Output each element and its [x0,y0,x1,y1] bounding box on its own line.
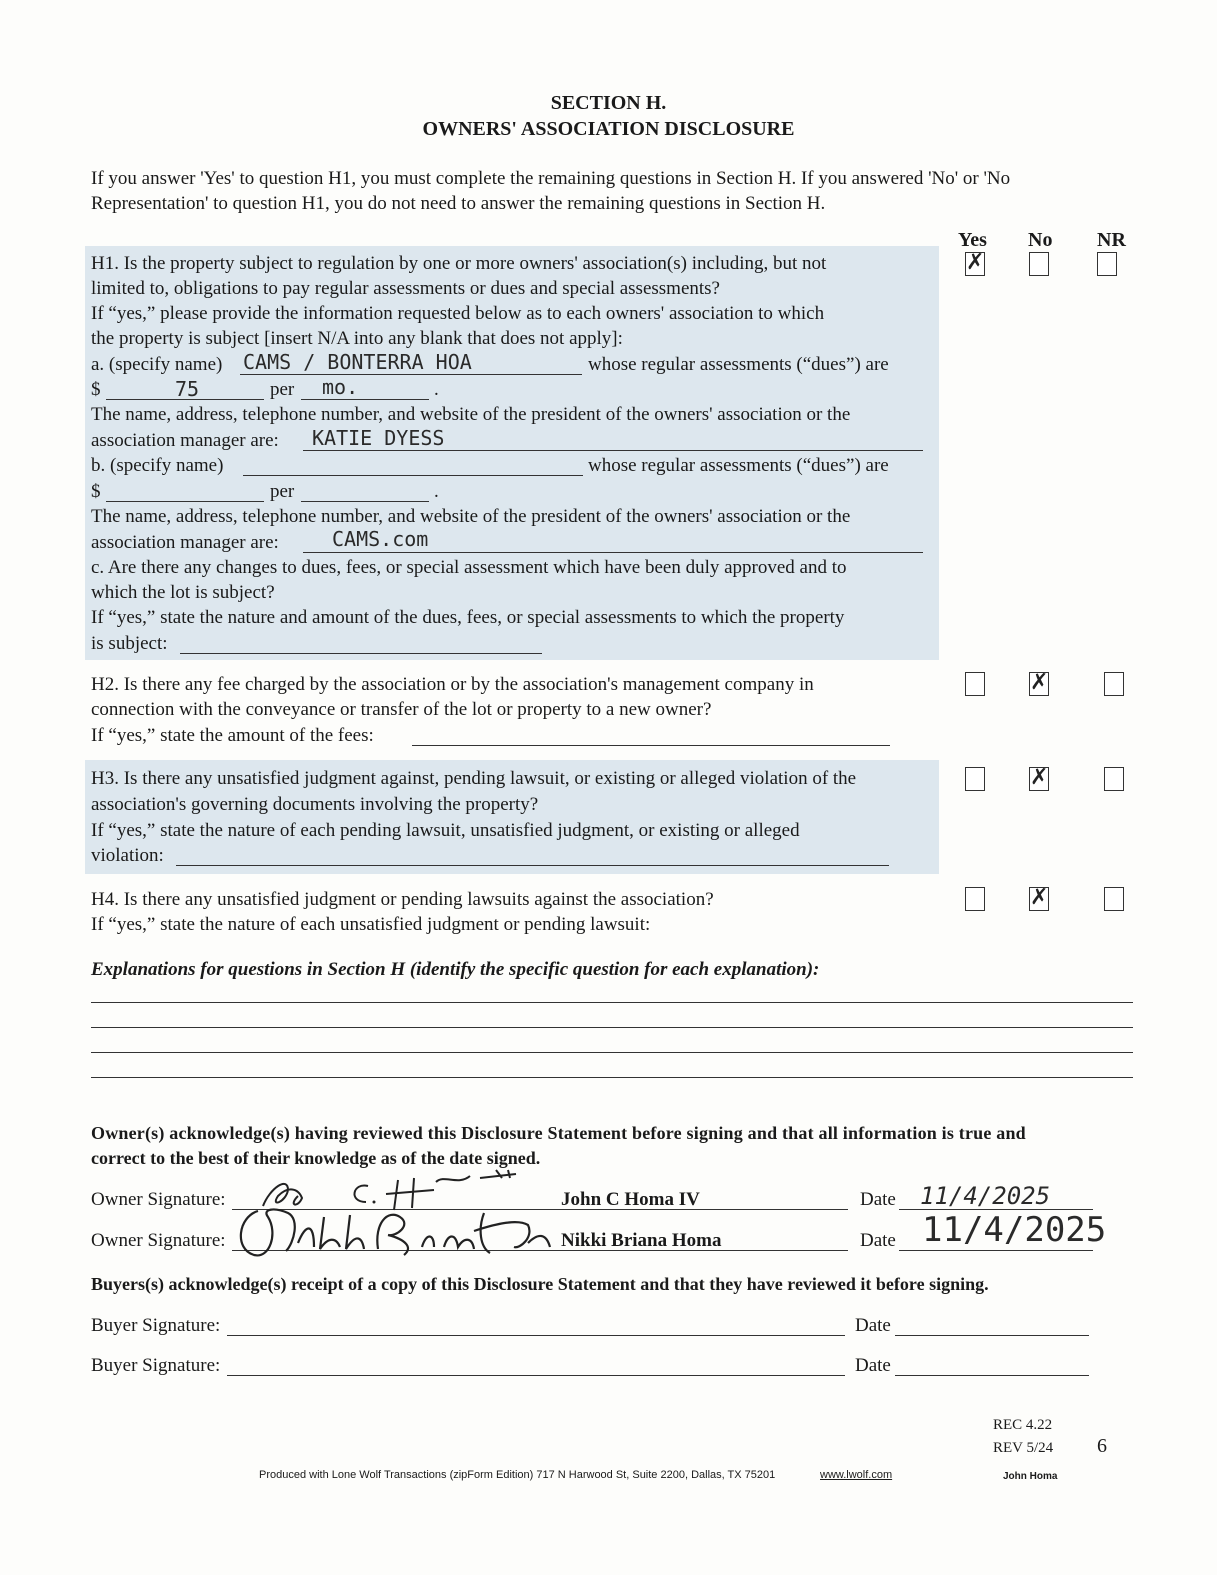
h1-line-2: limited to, obligations to pay regular assessments or dues and special assessments? [91,278,720,299]
h1-no-checkbox[interactable] [1029,252,1049,276]
h1-a-per: per [270,379,295,400]
buyer-2-date-label: Date [855,1355,891,1376]
h1-b-manager-line: The name, address, telephone number, and website of the president of the owners' association or the [91,506,851,527]
h1-a-manager-underline [303,450,923,451]
page-number: 6 [1097,1435,1107,1457]
explanation-line-3[interactable] [91,1052,1133,1053]
form-rev-number: REV 5/24 [993,1440,1054,1456]
h1-b-period-end: . [434,481,439,502]
produced-with-text: Produced with Lone Wolf Transactions (zipForm Edition) 717 N Harwood St, Suite 2200, Dallas, TX 75201 [259,1469,776,1481]
h1-a-period-field[interactable]: mo. [322,375,359,399]
explanation-line-2[interactable] [91,1027,1133,1028]
h3-line-3: If “yes,” state the nature of each pending lawsuit, unsatisfied judgment, or existing or alleged [91,820,800,841]
lwolf-link[interactable]: www.lwolf.com [820,1469,893,1481]
initials-name: John Homa [1003,1471,1058,1482]
h1-a-manager-field[interactable]: KATIE DYESS [312,426,445,450]
h1-c-line-2: which the lot is subject? [91,582,275,603]
h1-line-1: H1. Is the property subject to regulation by one or more owners' association(s) including, but not [91,253,827,274]
h1-a-dues-text: whose regular assessments (“dues”) are [588,354,889,375]
h1-a-manager-label: association manager are: [91,430,279,451]
h3-nr-checkbox[interactable] [1104,767,1124,791]
checked-mark-icon: ✗ [1030,885,1049,910]
h4-yes-checkbox[interactable] [965,887,985,911]
h4-line-2: If “yes,” state the nature of each unsatisfied judgment or pending lawsuit: [91,914,651,935]
page-title: OWNERS' ASSOCIATION DISCLOSURE [422,118,795,140]
buyer-2-date-line[interactable] [895,1375,1089,1376]
h1-a-period-line [301,399,429,400]
h4-nr-checkbox[interactable] [1104,887,1124,911]
owner-2-signature-label: Owner Signature: [91,1230,226,1251]
h1-b-per: per [270,481,295,502]
h3-violation-label: violation: [91,845,164,866]
h1-a-name-field[interactable]: CAMS / BONTERRA HOA [243,350,472,374]
h1-c-line-1: c. Are there any changes to dues, fees, or special assessment which have been duly approved and to [91,557,847,578]
column-no: No [1028,229,1053,251]
h1-c-subject-label: is subject: [91,633,168,654]
h2-line-1: H2. Is there any fee charged by the association or by the association's management company in [91,674,814,695]
h1-a-period-end: . [434,379,439,400]
owner-2-printed-name: Nikki Briana Homa [561,1230,722,1251]
h4-no-checkbox[interactable] [1029,887,1049,911]
buyer-1-date-label: Date [855,1315,891,1336]
buyer-2-signature-label: Buyer Signature: [91,1355,221,1376]
owner-ack-line-1: Owner(s) acknowledge(s) having reviewed this Disclosure Statement before signing and that all information is true and [91,1123,1026,1143]
buyer-1-signature-label: Buyer Signature: [91,1315,221,1336]
h2-fees-line [412,745,890,746]
h1-b-amount-line [106,501,264,502]
buyer-1-signature-line[interactable] [227,1335,845,1336]
h4-line-1: H4. Is there any unsatisfied judgment or pending lawsuits against the association? [91,889,714,910]
h1-c-line-3: If “yes,” state the nature and amount of the dues, fees, or special assessments to which the property [91,607,845,628]
checked-mark-icon: ✗ [1030,765,1049,790]
owner-2-signature-scribble [228,1203,568,1263]
explanations-heading: Explanations for questions in Section H (identify the specific question for each explanation): [91,959,820,980]
intro-line-2: Representation' to question H1, you do not need to answer the remaining questions in Section H. [91,193,826,214]
h3-line-1: H3. Is there any unsatisfied judgment against, pending lawsuit, or existing or alleged violation of the [91,768,857,789]
h2-line-2: connection with the conveyance or transfer of the lot or property to a new owner? [91,699,712,720]
owner-2-date-line[interactable] [899,1250,1093,1251]
h3-line-2: association's governing documents involving the property? [91,794,539,815]
owner-ack-line-2: correct to the best of their knowledge as of the date signed. [91,1148,541,1168]
checked-mark-icon: ✗ [966,250,985,275]
explanation-line-1[interactable] [91,1002,1133,1003]
h3-yes-checkbox[interactable] [965,767,985,791]
h1-yes-checkbox[interactable] [965,252,985,276]
h1-a-amount-field[interactable]: 75 [175,377,200,401]
buyer-2-signature-line[interactable] [227,1375,845,1376]
form-rec-number: REC 4.22 [993,1417,1053,1433]
column-yes: Yes [958,229,987,251]
h3-no-checkbox[interactable] [1029,767,1049,791]
h1-a-dollar: $ [91,379,101,400]
h1-line-3: If “yes,” please provide the information requested below as to each owners' association to which [91,303,825,324]
owner-2-date-label: Date [860,1230,896,1251]
buyer-1-date-line[interactable] [895,1335,1089,1336]
h2-nr-checkbox[interactable] [1104,672,1124,696]
buyer-ack-line: Buyers(s) acknowledge(s) receipt of a copy of this Disclosure Statement and that they have reviewed it before signing. [91,1274,989,1294]
column-nr: NR [1097,229,1126,251]
h2-yes-checkbox[interactable] [965,672,985,696]
h1-a-label: a. (specify name) [91,354,223,375]
h2-no-checkbox[interactable] [1029,672,1049,696]
owner-1-date-field[interactable]: 11/4/2025 [920,1182,1051,1210]
h3-violation-line [176,865,889,866]
h1-line-4: the property is subject [insert N/A into any blank that does not apply]: [91,328,623,349]
owner-1-date-label: Date [860,1189,896,1210]
owner-1-printed-name: John C Homa IV [561,1189,700,1210]
owner-2-date-field[interactable]: 11/4/2025 [922,1210,1107,1250]
explanation-line-4[interactable] [91,1077,1133,1078]
h1-b-period-line [301,501,429,502]
intro-line-1: If you answer 'Yes' to question H1, you must complete the remaining questions in Section H. If you answered 'No' or 'No [91,168,1011,189]
h1-b-name-line [243,475,583,476]
h1-a-name-line [240,374,582,375]
h1-c-subject-line [180,653,542,654]
h1-b-label: b. (specify name) [91,455,224,476]
h1-b-dollar: $ [91,481,101,502]
h1-b-manager-label: association manager are: [91,532,279,553]
h1-nr-checkbox[interactable] [1097,252,1117,276]
checked-mark-icon: ✗ [1030,670,1049,695]
owner-1-signature-label: Owner Signature: [91,1189,226,1210]
h1-b-manager-field[interactable]: CAMS.com [332,527,429,551]
h2-fees-label: If “yes,” state the amount of the fees: [91,725,374,746]
h1-b-dues-text: whose regular assessments (“dues”) are [588,455,889,476]
section-label: SECTION H. [550,92,667,114]
h1-b-manager-underline [303,552,923,553]
h1-a-manager-line: The name, address, telephone number, and website of the president of the owners' association or the [91,404,851,425]
